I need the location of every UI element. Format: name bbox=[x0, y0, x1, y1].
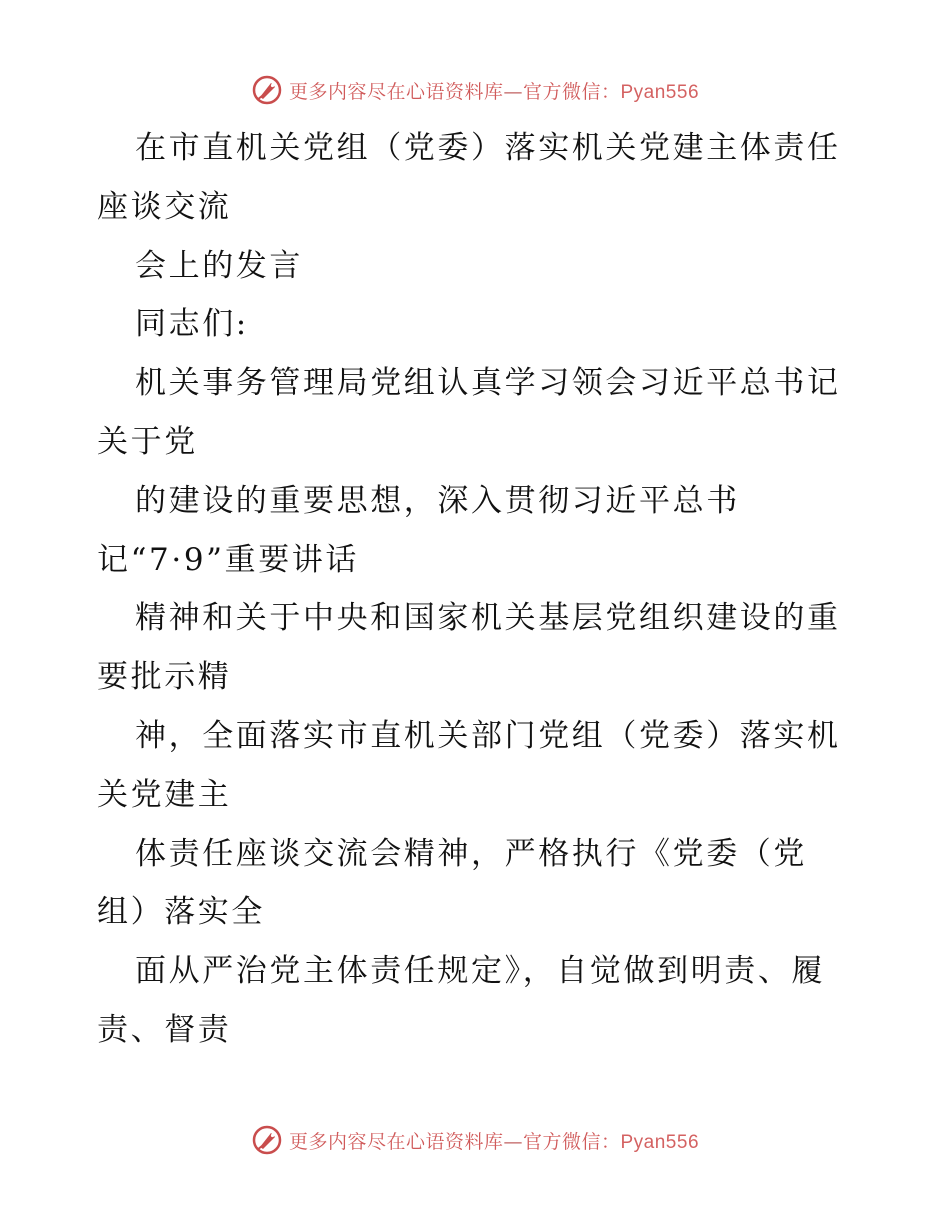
text-line: 会上的发言 bbox=[135, 247, 303, 284]
text-line: 神，全面落实市直机关部门党组（党委）落实机 bbox=[135, 717, 841, 754]
text-line: 在市直机关党组（党委）落实机关党建主体责任 bbox=[135, 130, 841, 166]
watermark-label: 官方微信： bbox=[522, 1130, 621, 1153]
text-line: 精神和关于中央和国家机关基层党组织建设的重 bbox=[135, 600, 841, 637]
text-line: 的建设的重要思想，深入贯彻习近平总书 bbox=[135, 482, 740, 519]
watermark-label: 官方微信： bbox=[522, 80, 621, 103]
watermark-dash: — bbox=[503, 1130, 523, 1153]
document-body bbox=[97, 119, 857, 1060]
text-line: 面从严治党主体责任规定》，自觉做到明责、履 bbox=[135, 953, 826, 990]
text-line: 责、督责 bbox=[97, 1011, 232, 1048]
pen-nib-logo-icon bbox=[251, 74, 283, 106]
text-line: 组）落实全 bbox=[97, 894, 265, 931]
watermark-brand: 更多内容尽在心语资料库 bbox=[288, 1130, 504, 1153]
header-watermark bbox=[0, 70, 950, 110]
watermark-brand: 更多内容尽在心语资料库 bbox=[288, 80, 504, 103]
text-line: 关党建主 bbox=[97, 776, 232, 813]
text-line: 记“7·9”重要讲话 bbox=[97, 541, 359, 578]
watermark-wechat-id: Pyan556 bbox=[620, 1131, 700, 1153]
text-line: 机关事务管理局党组认真学习领会习近平总书记 bbox=[135, 365, 841, 402]
text-line: 体责任座谈交流会精神，严格执行《党委（党 bbox=[135, 835, 807, 872]
watermark-dash: — bbox=[503, 80, 523, 103]
pen-nib-logo-icon bbox=[251, 1124, 283, 1156]
footer-watermark bbox=[0, 1120, 950, 1160]
text-line: 同志们: bbox=[135, 306, 249, 343]
text-line: 关于党 bbox=[97, 423, 198, 460]
text-line: 要批示精 bbox=[97, 659, 232, 696]
text-line: 座谈交流 bbox=[97, 188, 232, 225]
watermark-wechat-id: Pyan556 bbox=[620, 81, 700, 103]
